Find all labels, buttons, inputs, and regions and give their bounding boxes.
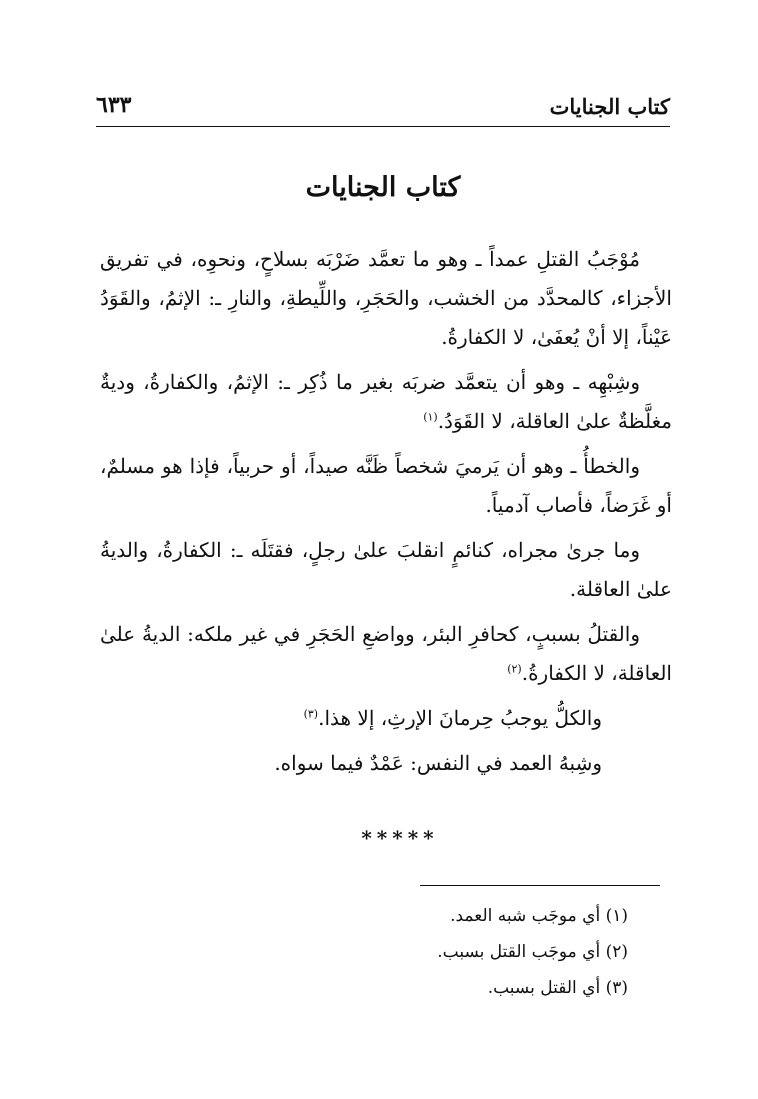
footnote-marker-2: (٢) (507, 662, 522, 676)
running-header (96, 90, 670, 127)
paragraph-intentional-killing: مُوْجَبُ القتلِ عمداً ـ وهو ما تعمَّد ضَرْبَه بسلاحٍ، ونحوِه، في تفريق الأجزاء، كالمحدَّد من الخشب، والحَجَرِ، واللِّيطةِ، والنارِ ـ: الإثمُ، والقَوَدُ عَيْناً، إلا أنْ يُعفَىٰ، لا الكفارةُ. (100, 247, 672, 349)
footnote-3: (٣) أي القتل بسبب. (487, 978, 628, 998)
section-divider: ***** (361, 826, 439, 850)
paragraph-text: والكلُّ يوجبُ حِرمانَ الإرثِ، إلا هذا. (318, 706, 602, 730)
paragraph-quasi-intentional (100, 363, 672, 441)
running-title: كتاب الجنايات (549, 94, 670, 119)
paragraph-inheritance (100, 699, 672, 738)
footnote-marker-1: (١) (423, 410, 438, 424)
paragraph-equivalent: وما جرىٰ مجراه، كنائمٍ انقلبَ علىٰ رجلٍ، فقتَلَه ـ: الكفارةُ، والديةُ علىٰ العاقلة. (100, 538, 672, 601)
paragraph-indirect-cause (100, 615, 672, 693)
footnotes (300, 898, 628, 1006)
footnote-marker-3: (٣) (303, 707, 319, 721)
main-text (100, 240, 672, 789)
chapter-title: كتاب الجنايات (305, 172, 461, 203)
paragraph-quasi-in-self: وشِبهُ العمد في النفس: عَمْدٌ فيما سواه. (274, 751, 602, 775)
paragraph-mistake: والخطأُ ـ وهو أن يَرميَ شخصاً ظَنَّه صيداً، أو حربياً، فإذا هو مسلمٌ، أو غَرَضاً، فأصاب آدمياً. (100, 454, 672, 517)
footnote-1: (١) أي موجَب شبه العمد. (450, 906, 628, 926)
paragraph-text: والقتلُ بسببٍ، كحافرِ البئر، وواضعِ الحَجَرِ في غير ملكه: الديةُ علىٰ العاقلة، لا الكفارةُ. (100, 622, 672, 685)
footnote-rule (420, 885, 660, 886)
paragraph-text: وشِبْهِه ـ وهو أن يتعمَّد ضربَه بغير ما ذُكِر ـ: الإثمُ، والكفارةُ، وديةٌ مغلَّظةٌ علىٰ العاقلة، لا القَوَدُ. (100, 370, 672, 433)
page-number: ٦٣٣ (96, 92, 132, 118)
footnote-2: (٢) أي موجَب القتل بسبب. (437, 942, 628, 962)
